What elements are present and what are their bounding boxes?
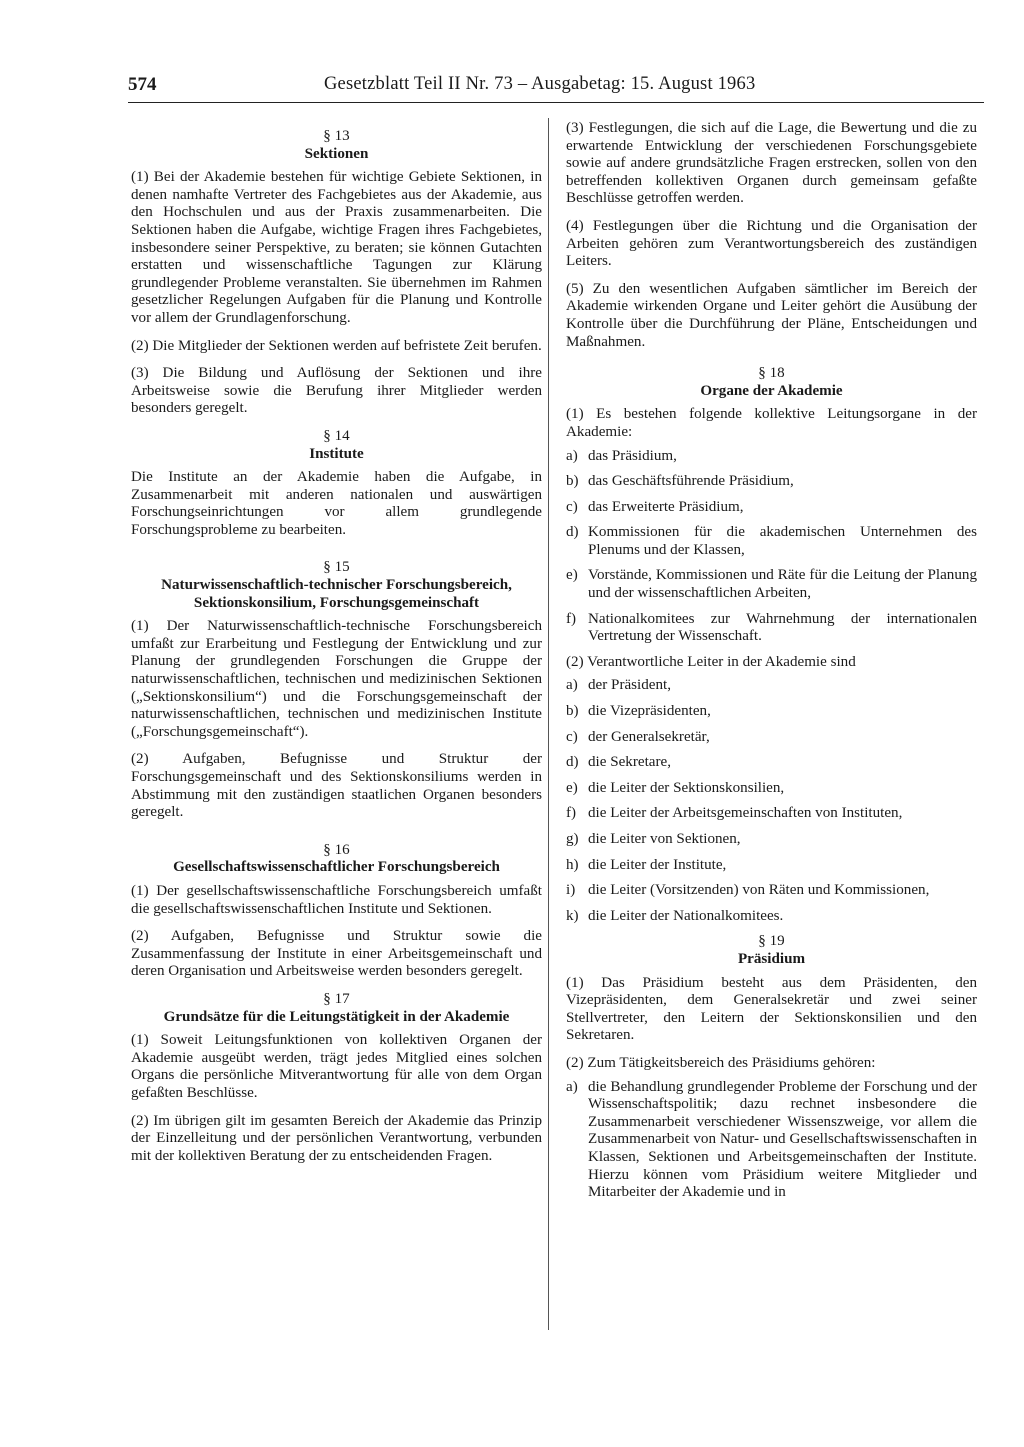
section-16 bbox=[131, 842, 542, 981]
paragraph: (2) Aufgaben, Befugnisse und Struktur der Forschungsgemeinschaft und des Sektionskonsiliums werden in Abstimmung mit den zuständigen staatlichen Organen besonders geregelt. bbox=[131, 751, 542, 821]
page-header bbox=[128, 72, 984, 103]
paragraph: (3) Die Bildung und Auflösung der Sektionen und ihre Arbeitsweise sowie die Berufung ihrer Mitglieder werden besonders geregelt. bbox=[131, 365, 542, 417]
item-label: a) bbox=[566, 447, 578, 464]
paragraph: Die Institute an der Akademie haben die Aufgabe, in Zusammenarbeit mit anderen nationalen und auswärtigen Forschungseinrichtungen vor allem grundlegende Forschungsprobleme zu bearbeiten. bbox=[131, 469, 542, 538]
list-item bbox=[566, 499, 977, 517]
paragraph: (1) Der Naturwissenschaftlich-technische Forschungsbereich umfaßt zur Erarbeitung und Festlegung der Entwicklung und zur Planung der grundlegenden Forschungen die Gruppe der naturwissenschaftlichen, technischen und medizinischen Sektionen („Sektionskonsilium“) und die Forschungsgemeinschaft der naturwissenschaftlichen, technischen und medizinischen Institute („Forschungsgemeinschaft“). bbox=[131, 618, 542, 740]
list-item bbox=[566, 611, 977, 646]
item-text: die Leiter der Arbeitsgemeinschaften von Instituten, bbox=[588, 805, 903, 822]
list-item bbox=[566, 754, 977, 772]
list-item bbox=[566, 780, 977, 798]
item-label: f) bbox=[566, 805, 577, 822]
section-title: Organe der Akademie bbox=[700, 382, 843, 399]
item-text: die Leiter der Nationalkomitees. bbox=[588, 907, 784, 924]
item-label: a) bbox=[566, 677, 578, 694]
page-number: 574 bbox=[128, 74, 157, 95]
list-item bbox=[566, 703, 977, 721]
section-title: Grundsätze für die Leitungstätigkeit in der Akademie bbox=[163, 1008, 510, 1025]
list-item bbox=[566, 677, 977, 695]
list-item bbox=[566, 729, 977, 747]
section-title: Naturwissenschaftlich-technischer Forschungsbereich, bbox=[161, 577, 512, 594]
list-item bbox=[566, 448, 977, 466]
item-text: die Sekretare, bbox=[588, 754, 671, 771]
paragraph: (2) Die Mitglieder der Sektionen werden auf befristete Zeit berufen. bbox=[131, 337, 542, 354]
item-text: der Generalsekretär, bbox=[588, 728, 710, 745]
section-number: § 16 bbox=[323, 841, 350, 858]
section-number: § 13 bbox=[323, 128, 350, 144]
item-text: der Präsident, bbox=[588, 677, 671, 694]
list-item bbox=[566, 567, 977, 602]
item-label: d) bbox=[566, 524, 579, 541]
item-label: f) bbox=[566, 610, 577, 627]
item-label: c) bbox=[566, 498, 578, 515]
section-13 bbox=[131, 128, 542, 418]
item-label: k) bbox=[566, 907, 579, 924]
paragraph: (5) Zu den wesentlichen Aufgaben sämtlicher im Bereich der Akademie wirkenden Organe und Leiter gehört die Ausübung der Kontrolle über die Durchführung der Pläne, Entscheidungen und Maßnahmen. bbox=[566, 280, 977, 350]
paragraph: (3) Festlegungen, die sich auf die Lage, die Bewertung und die zu erwartende Entwicklung der verschiedenen Forschungsgebiete sowie auf andere grundsätzliche Fragen erstrecken, sollen von den betreffenden kollektiven Organen durch gemeinsam gefaßte Beschlüsse getroffen werden. bbox=[566, 120, 977, 207]
section-17 bbox=[131, 991, 542, 1165]
item-text: die Leiter der Institute, bbox=[588, 856, 727, 873]
item-text: Kommissionen für die akademischen Unternehmen des Plenums und der Klassen, bbox=[588, 524, 977, 558]
section-19 bbox=[566, 933, 977, 1201]
item-text: Nationalkomitees zur Wahrnehmung der internationalen Vertretung der Wissenschaft. bbox=[588, 610, 977, 645]
paragraph: (1) Das Präsidium besteht aus dem Präsidenten, den Vizepräsidenten, dem Generalsekretär und zwei seiner Stellvertreter, den Leitern der Sektionskonsilien und den Sekretaren. bbox=[566, 974, 977, 1044]
paragraph: (2) Aufgaben, Befugnisse und Struktur sowie die Zusammenfassung der Institute in einer Arbeitsgemeinschaft und deren Organisation und Arbeitsweise werden besonders geregelt. bbox=[131, 928, 542, 980]
item-label: d) bbox=[566, 754, 579, 771]
list-item bbox=[566, 882, 977, 900]
leader-list bbox=[566, 677, 977, 925]
item-text: das Geschäftsführende Präsidium, bbox=[588, 473, 794, 490]
item-label: b) bbox=[566, 473, 579, 490]
section-number: § 15 bbox=[323, 559, 350, 576]
section-number: § 17 bbox=[323, 990, 350, 1007]
item-text: die Leiter (Vorsitzenden) von Räten und Kommissionen, bbox=[588, 882, 930, 899]
item-label: i) bbox=[566, 882, 576, 899]
paragraph: (2) Im übrigen gilt im gesamten Bereich der Akademie das Prinzip der Einzelleitung und der persönlichen Verantwortung, verbunden mit der kollektiven Beratung der zu entscheidenden Fragen. bbox=[131, 1112, 542, 1164]
paragraph: (1) Soweit Leitungsfunktionen von kollektiven Organen der Akademie ausgeübt werden, trägt jedes Mitglied eines solchen Organs die persönliche Mitverantwortung für alle von dem Organ gefaßten Beschlüsse. bbox=[131, 1032, 542, 1101]
list-item bbox=[566, 908, 977, 926]
item-label: e) bbox=[566, 779, 578, 796]
section-title: Sektionskonsilium, Forschungsgemeinschaft bbox=[193, 594, 480, 611]
item-text: die Behandlung grundlegender Probleme der Forschung und der Wissenschaftspolitik; dazu rechnet insbesondere die Zusammenarbeit verschiedener Wissenszweige, vor allem die Zusammenarbeit von Natur- und Gesellschaftswissenschaften in Klassen, Sektionen und Arbeitsgemeinschaften der Institute. Hierzu können vom Präsidium weitere Mitglieder und Mitarbeiter der Akademie und in bbox=[588, 1078, 977, 1201]
list-item bbox=[566, 831, 977, 849]
list-item bbox=[566, 857, 977, 875]
section-18 bbox=[566, 365, 977, 925]
list-item bbox=[566, 473, 977, 491]
item-label: c) bbox=[566, 728, 578, 745]
section-title: Institute bbox=[309, 445, 364, 462]
list-item bbox=[566, 1079, 977, 1202]
section-title: Gesellschaftswissenschaftlicher Forschungsbereich bbox=[173, 859, 500, 876]
item-text: die Leiter von Sektionen, bbox=[588, 831, 741, 847]
section-17-continued bbox=[566, 120, 977, 351]
duty-list bbox=[566, 1079, 977, 1202]
left-column bbox=[131, 120, 542, 1175]
item-label: b) bbox=[566, 703, 579, 720]
item-label: h) bbox=[566, 856, 579, 873]
section-number: § 18 bbox=[758, 365, 785, 382]
gazette-title: Gesetzblatt Teil II Nr. 73 – Ausgabetag: 15. August 1963 bbox=[324, 74, 756, 94]
section-number: § 19 bbox=[758, 933, 785, 950]
organ-list bbox=[566, 448, 977, 646]
paragraph: (2) Verantwortliche Leiter in der Akademie sind bbox=[566, 653, 856, 670]
list-item bbox=[566, 524, 977, 559]
column-divider bbox=[548, 118, 549, 1330]
paragraph: (4) Festlegungen über die Richtung und die Organisation der Arbeiten gehören zum Verantwortungsbereich des zuständigen Leiters. bbox=[566, 217, 977, 270]
section-number: § 14 bbox=[323, 427, 350, 444]
section-title: Präsidium bbox=[737, 950, 806, 967]
right-column bbox=[566, 120, 977, 1210]
item-text: das Erweiterte Präsidium, bbox=[588, 498, 744, 515]
list-item bbox=[566, 805, 977, 823]
item-text: die Vizepräsidenten, bbox=[588, 703, 711, 720]
item-text: Vorstände, Kommissionen und Räte für die Leitung der Planung und der wissenschaftlichen Arbeiten, bbox=[588, 567, 977, 602]
item-label: g) bbox=[566, 831, 579, 847]
item-label: e) bbox=[566, 567, 578, 584]
section-title: Sektionen bbox=[304, 145, 369, 162]
paragraph: (2) Zum Tätigkeitsbereich des Präsidiums gehören: bbox=[566, 1054, 876, 1071]
item-text: die Leiter der Sektionskonsilien, bbox=[588, 779, 785, 796]
section-14 bbox=[131, 428, 542, 540]
paragraph: (1) Bei der Akademie bestehen für wichtige Gebiete Sektionen, in denen namhafte Vertreter des Fachgebietes aus der Akademie, aus den Hochschulen und aus der Praxis zusammenarbeiten. Die Sektionen haben die Aufgabe, wichtige Fragen ihres Fachgebietes, insbesondere seiner Perspektive, zu beraten; sie können Gutachten erstatten und wissenschaftliche Tagungen zur Klärung grundlegender Probleme veranstalten. Sie übernehmen im Rahmen gesetzlicher Regelungen Aufgaben für die Planung und Kontrolle vor allem der Grundlagenforschung. bbox=[131, 169, 542, 326]
item-label: a) bbox=[566, 1078, 578, 1095]
section-15 bbox=[131, 559, 542, 821]
paragraph: (1) Es bestehen folgende kollektive Leitungsorgane in der Akademie: bbox=[566, 406, 977, 440]
paragraph: (1) Der gesellschaftswissenschaftliche Forschungsbereich umfaßt die gesellschaftswissenschaftlichen Institute und Sektionen. bbox=[131, 882, 542, 917]
item-text: das Präsidium, bbox=[588, 447, 677, 464]
